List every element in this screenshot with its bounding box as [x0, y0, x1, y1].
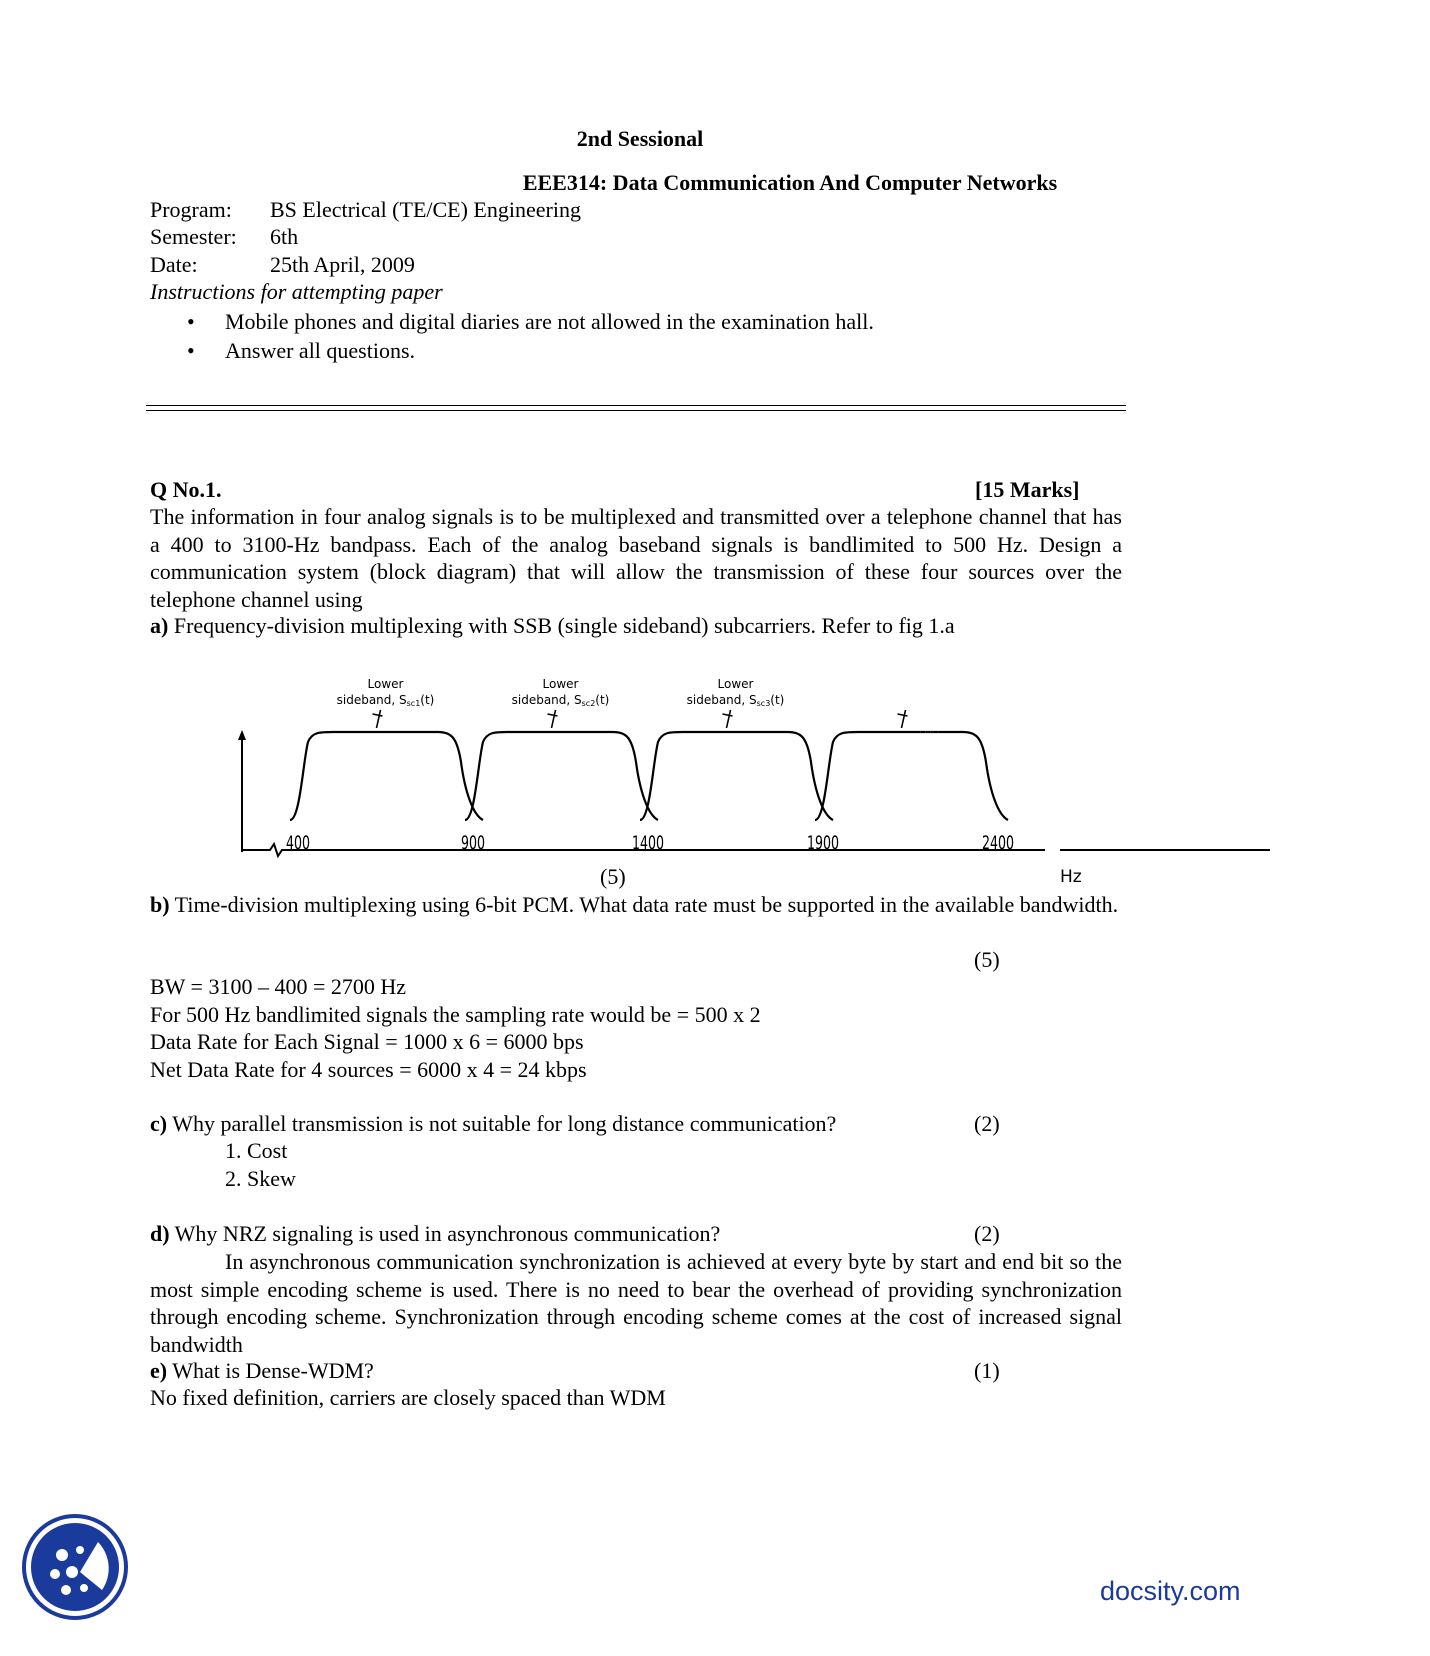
part-d-marks: (2): [974, 1221, 1000, 1246]
sideband-arrow: [723, 710, 733, 728]
part-e-answer: No fixed definition, carriers are closely spaced than WDM: [150, 1385, 666, 1410]
x-tick-label: 2400: [982, 832, 1014, 854]
faint-label-fragment: · ···· ·: [919, 728, 940, 737]
x-tick-label: 1900: [807, 832, 839, 854]
part-b-label: b): [150, 892, 170, 917]
part-c: [150, 1110, 836, 1138]
part-c-text: Why parallel transmission is not suitable for long distance communication?: [167, 1111, 837, 1136]
instruction-item: Mobile phones and digital diaries are not allowed in the examination hall.: [225, 309, 874, 334]
x-axis-unit: Hz: [1060, 867, 1082, 887]
sideband-label-line1: Lower: [717, 677, 754, 691]
part-b-answer: [150, 973, 761, 1083]
semester-value: 6th: [270, 224, 299, 249]
part-c-marks: (2): [974, 1111, 1000, 1136]
semester-label: Semester:: [150, 224, 237, 249]
divider: [146, 410, 1126, 411]
divider: [146, 405, 1126, 406]
part-a-label: a): [150, 613, 169, 638]
sideband-label-line2: sideband, Ssc2(t): [511, 693, 610, 708]
sideband-arrow: [548, 710, 558, 728]
instruction-item: Answer all questions.: [225, 338, 416, 363]
question-number: Q No.1.: [150, 477, 222, 502]
docsity-logo-icon[interactable]: [20, 1512, 130, 1622]
part-e-label: e): [150, 1358, 168, 1383]
course-title: EEE314: Data Communication And Computer Networks: [522, 170, 1058, 195]
program-label: Program:: [150, 197, 232, 222]
program-value: BS Electrical (TE/CE) Engineering: [270, 197, 581, 222]
answer-line: 1. Cost: [225, 1138, 288, 1163]
band-envelope-3: [640, 732, 833, 820]
part-d-text: Why NRZ signaling is used in asynchronous communication?: [169, 1221, 721, 1246]
part-c-answer: [225, 1137, 296, 1192]
sideband-label-line1: Lower: [367, 677, 404, 691]
sideband-label-line1: Lower: [542, 677, 579, 691]
sideband-label-line2: sideband, Ssc3(t): [686, 693, 785, 708]
answer-line: Net Data Rate for 4 sources = 6000 x 4 = 24 kbps: [150, 1056, 587, 1082]
part-d-label: d): [150, 1221, 170, 1246]
answer-line: 2. Skew: [225, 1165, 296, 1191]
x-tick-label: 1400: [632, 832, 664, 854]
instructions-title: Instructions for attempting paper: [150, 279, 443, 304]
part-a-text: Frequency-division multiplexing with SSB (single sideband) subcarriers. Refer to fig 1.a: [168, 613, 955, 638]
part-e-marks: (1): [974, 1358, 1000, 1383]
part-b-marks: (5): [974, 947, 1000, 972]
bullet-glyph: •: [187, 309, 195, 334]
part-b-text: Time-division multiplexing using 6-bit PCM. What data rate must be supported in the available bandwidth.: [169, 892, 1119, 917]
question-text: The information in four analog signals is to be multiplexed and transmitted over a telephone channel that has a 400 to 3100-Hz bandpass. Each of the analog baseband signals is bandlimited to 500 Hz. Design a communication system (block diagram) that will allow the transmission of these four sources over the telephone channel using: [150, 504, 1122, 612]
part-a-marks: (5): [600, 864, 626, 889]
date-value: 25th April, 2009: [270, 252, 415, 277]
band-envelope-1: [290, 732, 483, 820]
answer-line: Data Rate for Each Signal = 1000 x 6 = 6000 bps: [150, 1029, 584, 1054]
answer-line: For 500 Hz bandlimited signals the sampling rate would be = 500 x 2: [150, 1001, 761, 1027]
sideband-arrow: [898, 710, 908, 728]
part-b: [150, 891, 1122, 919]
part-a: [150, 612, 955, 640]
part-e: [150, 1357, 374, 1385]
part-d: [150, 1220, 720, 1248]
answer-line: BW = 3100 – 400 = 2700 Hz: [150, 974, 407, 999]
part-d-answer: In asynchronous communication synchronization is achieved at every byte by start and end bit so the most simple encoding scheme is used. There is no need to bear the overhead of providing synchronization through encoding scheme. Synchronization through encoding scheme comes at the cost of increased signal bandwidth: [150, 1249, 1122, 1357]
band-envelope-2: [465, 732, 658, 820]
x-tick-label: 400: [286, 832, 310, 854]
part-c-label: c): [150, 1111, 168, 1136]
band-envelope-4: [815, 732, 1008, 820]
x-tick-label: 900: [461, 832, 485, 854]
sideband-arrow: [373, 710, 383, 728]
sideband-label-line2: sideband, Ssc1(t): [336, 693, 435, 708]
page-title: 2nd Sessional: [576, 126, 704, 151]
part-e-text: What is Dense-WDM?: [167, 1358, 374, 1383]
bullet-glyph: •: [187, 338, 195, 363]
fdm-spectrum-figure: [225, 677, 1125, 902]
question-marks: [15 Marks]: [975, 477, 1080, 502]
docsity-brand-link[interactable]: docsity.com: [1100, 1576, 1241, 1606]
date-label: Date:: [150, 252, 198, 277]
y-axis-arrowhead: [238, 730, 246, 740]
